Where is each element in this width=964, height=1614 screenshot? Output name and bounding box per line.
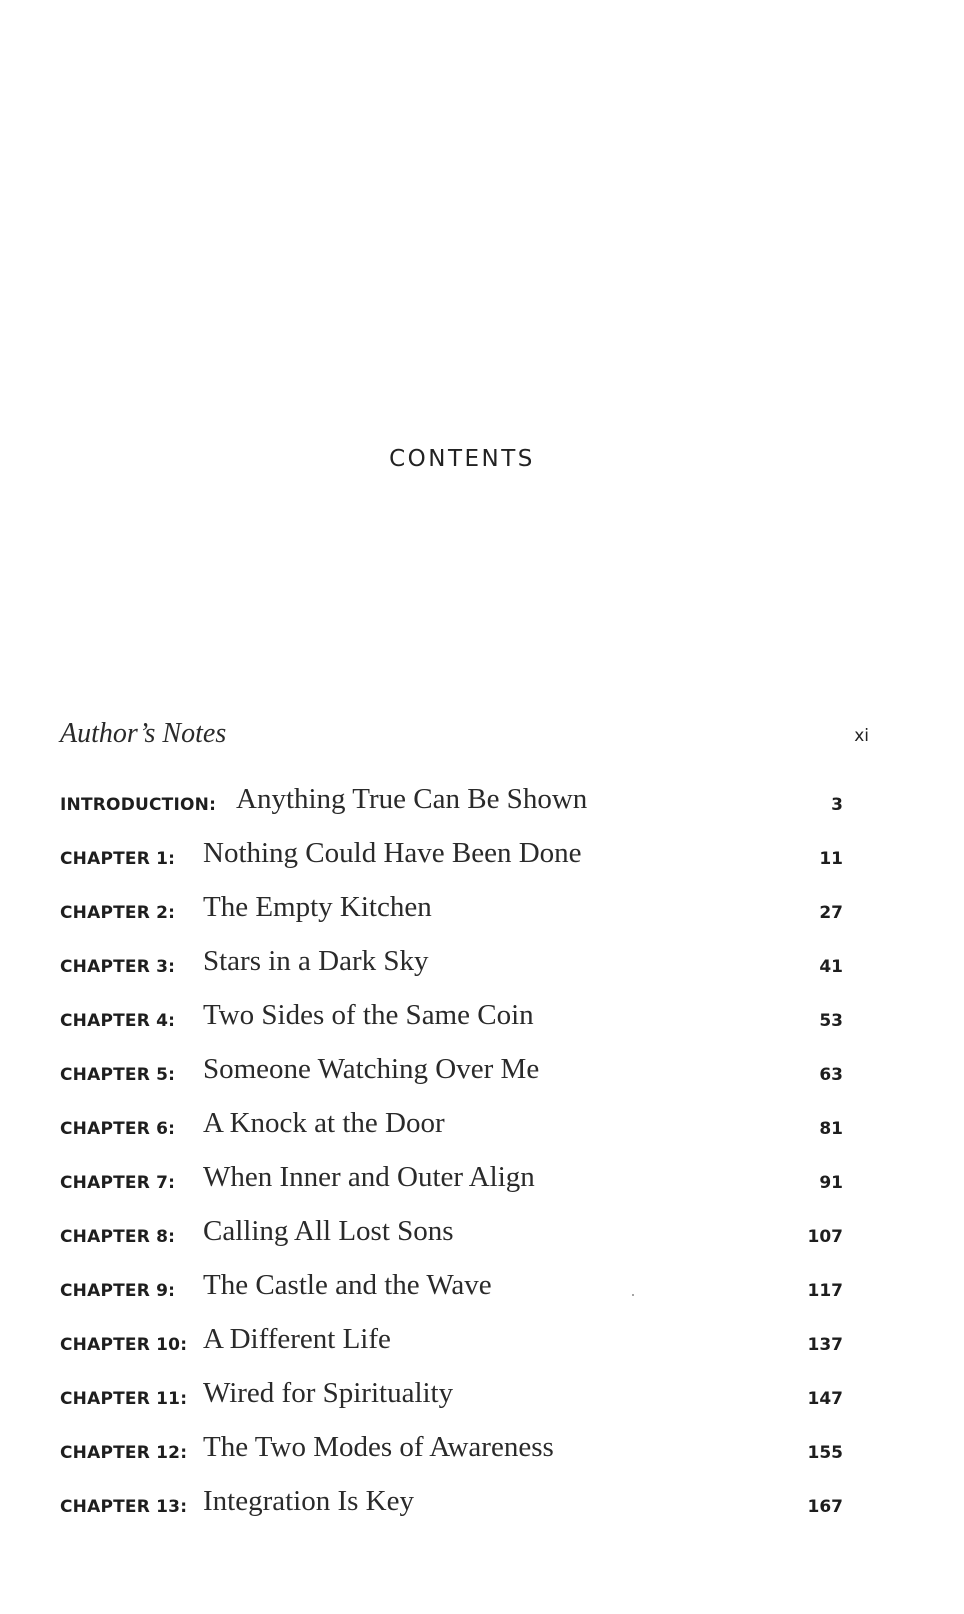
toc-entry-page-number: 27	[819, 903, 843, 923]
toc-entry-label: INTRODUCTION:	[60, 795, 217, 815]
toc-entry-chapter-12[interactable]	[0, 1429, 964, 1473]
toc-entry-title: Two Sides of the Same Coin	[203, 999, 534, 1031]
toc-entry-page-number: 147	[807, 1389, 843, 1409]
toc-entry-title: Wired for Spirituality	[203, 1377, 454, 1409]
toc-entry-page-number: 53	[819, 1011, 843, 1031]
toc-entry-chapter-10[interactable]	[0, 1321, 964, 1365]
toc-entry-page-number: 41	[819, 957, 843, 977]
toc-entry-label: CHAPTER 11:	[60, 1389, 188, 1409]
authors-notes-title: Author’s Notes	[60, 718, 227, 749]
toc-entry-page-number: 167	[807, 1497, 843, 1517]
toc-entry-page-number: 81	[819, 1119, 843, 1139]
toc-entry-title: Calling All Lost Sons	[203, 1215, 454, 1247]
toc-entry-label: CHAPTER 9:	[60, 1281, 176, 1301]
toc-entry-title: The Two Modes of Awareness	[203, 1431, 554, 1463]
toc-entry-chapter-13[interactable]	[0, 1483, 964, 1527]
toc-entry-label: CHAPTER 1:	[60, 849, 176, 869]
toc-entry-title: Someone Watching Over Me	[203, 1053, 540, 1085]
toc-entry-chapter-2[interactable]	[0, 889, 964, 933]
toc-entry-label: CHAPTER 12:	[60, 1443, 188, 1463]
toc-entry-chapter-1[interactable]	[0, 835, 964, 879]
toc-entry-label: CHAPTER 4:	[60, 1011, 176, 1031]
toc-entry-page-number: 137	[807, 1335, 843, 1355]
toc-entry-title: Stars in a Dark Sky	[203, 945, 429, 977]
authors-notes-page-number: xi	[854, 726, 869, 746]
toc-entry-label: CHAPTER 5:	[60, 1065, 176, 1085]
toc-entry-introduction[interactable]	[0, 781, 964, 825]
toc-entry-page-number: 117	[807, 1281, 843, 1301]
toc-entry-chapter-9[interactable]	[0, 1267, 964, 1311]
toc-entry-label: CHAPTER 6:	[60, 1119, 176, 1139]
toc-entry-label: CHAPTER 7:	[60, 1173, 176, 1193]
toc-entry-title: The Empty Kitchen	[203, 891, 432, 923]
toc-entry-title: Anything True Can Be Shown	[236, 783, 588, 815]
toc-entry-page-number: 91	[819, 1173, 843, 1193]
toc-entry-chapter-7[interactable]	[0, 1159, 964, 1203]
toc-entry-chapter-3[interactable]	[0, 943, 964, 987]
toc-entry-title: Integration Is Key	[203, 1485, 414, 1517]
toc-entry-chapter-5[interactable]	[0, 1051, 964, 1095]
contents-heading: CONTENTS	[389, 446, 535, 472]
toc-entry-page-number: 107	[807, 1227, 843, 1247]
toc-entry-label: CHAPTER 3:	[60, 957, 176, 977]
toc-entry-title: A Different Life	[203, 1323, 391, 1355]
toc-entry-page-number: 3	[831, 795, 843, 815]
toc-entry-title: A Knock at the Door	[203, 1107, 445, 1139]
toc-entry-label: CHAPTER 13:	[60, 1497, 188, 1517]
toc-entry-page-number: 63	[819, 1065, 843, 1085]
toc-entry-chapter-6[interactable]	[0, 1105, 964, 1149]
toc-entry-label: CHAPTER 8:	[60, 1227, 176, 1247]
toc-entry-chapter-11[interactable]	[0, 1375, 964, 1419]
toc-entry-title: When Inner and Outer Align	[203, 1161, 535, 1193]
toc-entry-page-number: 11	[819, 849, 843, 869]
toc-entry-page-number: 155	[807, 1443, 843, 1463]
toc-entry-title: The Castle and the Wave	[203, 1269, 492, 1301]
toc-entry-label: CHAPTER 10:	[60, 1335, 188, 1355]
print-speck	[632, 1294, 634, 1296]
toc-entry-label: CHAPTER 2:	[60, 903, 176, 923]
toc-entry-chapter-8[interactable]	[0, 1213, 964, 1257]
toc-entry-chapter-4[interactable]	[0, 997, 964, 1041]
toc-entry-title: Nothing Could Have Been Done	[203, 837, 582, 869]
